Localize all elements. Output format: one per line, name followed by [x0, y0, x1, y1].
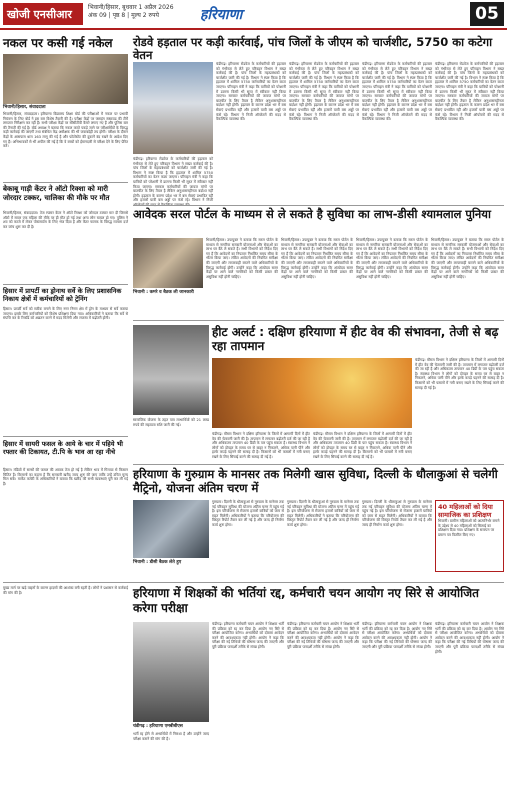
body-s1: भिवानी/हिसार, संवाददाता। हरियाणा विद्यालय शिक्षा बोर्ड की परीक्षाओं में नकल पर प्रभावी नियंत्रण के लिए बोर्ड ने इस बार विशेष तैयारी की है। परीक्षा केंद्रों पर फ्लाइंग स्क्वायड की टीमें लगातार निरीक्षण कर रही हैं। सभी परीक्षा केंद्रों पर सीसीटीवी कैमरे लगाए गए हैं और पुलिस बल की तैनाती की गई है। बोर्ड अध्यक्ष ने बताया कि नकल करते पकड़े जाने पर परीक्षार्थियों के विरुद्ध कड़ी कार्रवाई की जाएगी तथा संबंधित केंद्र अधीक्षक की भी जवाबदेही तय होगी। परीक्षा के दौरान केंद्रों के आसपास धारा 163 लागू की गई है और फोटोस्टेट की दुकानें बंद रखने के आदेश दिए गए हैं। अभिभावकों से भी अपील की गई है कि वे बच्चों को ईमानदारी से परीक्षा देने के लिए प्रेरित करें। [3, 112, 128, 149]
caption-c3: भिवानी : डीसी बैठक लेते हुए [133, 560, 182, 565]
headline-s5: हिसार में प्रापर्टी का ड्रोनाथ सर्वे के लिए प्रशासनिक निकाय क्षेत्रों में कर्मचारियों को ट्रेनिंग [3, 287, 122, 303]
page-number: 05 [470, 2, 504, 26]
photo-metro [133, 500, 209, 558]
photo-portrait [133, 622, 209, 722]
caption-c2: भिवानी : कमरे व बैठक ली जानकारी [133, 290, 194, 295]
body-s15: सामाजिक योजना के तहत पात्र लाभार्थियों को 21 लाख रुपये की सहायता राशि जारी की गई। [133, 418, 209, 427]
body-s2-col1: चंडीगढ़। हरियाणा रोडवेज के कर्मचारियों की हड़ताल को गंभीरता से लेते हुए परिवहन विभाग ने सख्त कार्रवाई की है। पांच जिलों के महाप्रबंधकों को चार्जशीट जारी की गई है। विभाग ने स्पष्ट किया है कि हड़ताल में शामिल 5750 कर्मचारियों का वेतन काटा जाएगा। परिवहन मंत्री ने कहा कि यात्रियों को परेशानी में डालना किसी भी सूरत में स्वीकार नहीं किया जाएगा। सरकार कर्मचारियों की जायज मांगों पर बातचीत के लिए तैयार है लेकिन अनुशासनहीनता बर्दाश्त नहीं होगी। हड़ताल के कारण प्रदेश भर में बस सेवाएं प्रभावित रहीं और हजारों यात्री बस अड्डों पर फंसे रहे। विभाग ने निजी ऑपरेटरों की मदद से वैकल्पिक व्यवस्था की। [216, 62, 286, 122]
divider [133, 464, 504, 465]
body-s5: हिसार। प्रापर्टी सर्वे को सटीक बनाने के लिए नगर निगम क्षेत्र में ड्रोन के माध्यम से सर्वे कराया जाएगा। इसके लिए कर्मचारियों को विशेष प्रशिक्षण दिया गया। अधिकारियों ने बताया कि सर्वे से संपत्ति कर के रिकॉर्ड को अद्यतन करने में मदद मिलेगी और राजस्व में बढ़ोतरी होगी। [3, 307, 128, 321]
body-s9-col1: चंडीगढ़। हरियाणा कर्मचारी चयन आयोग ने शिक्षक भर्ती की प्रक्रिया को रद्द कर दिया है। आयोग नए सिरे से परीक्षा आयोजित करेगा। अभ्यर्थियों को दोबारा आवेदन करने की आवश्यकता नहीं होगी। आयोग ने कहा कि परीक्षा की नई तिथियों की घोषणा जल्द की जाएगी और पूरी प्रक्रिया पारदर्शी तरीके से संपन्न होगी। [212, 622, 284, 649]
headline-s2: रोडवे हड़ताल पर कड़ी कार्रवाई, पांच जिलों के जीएम को चार्जशीट, 5750 का कटेगा वेतन [133, 35, 493, 62]
headline-s7: हीट अलर्ट : दक्षिण हरियाणा में हीट वेव की संभावना, तेजी से बढ़ रहा तापमान [212, 325, 499, 353]
divider [3, 436, 128, 437]
body-s7-col2: चंडीगढ़। मौसम विभाग ने दक्षिण हरियाणा के जिलों में आगामी दिनों में हीट वेव की चेतावनी जारी की है। तापमान में लगातार बढ़ोतरी दर्ज की जा रही है और अधिकतम तापमान 40 डिग्री के पार पहुंच सकता है। स्वास्थ्य विभाग ने लोगों को दोपहर के समय घर से बाहर न निकलने, अधिक पानी पीने और हल्के कपड़े पहनने की सलाह दी है। किसानों को भी फसलों में नमी बनाए रखने के लिए सिंचाई करने की सलाह दी गई है। [313, 432, 412, 459]
body-s8-col1: गुरुग्राम। दिल्ली के धौलाकुआं से गुरुग्राम के मानेसर तक नई परिवहन सुविधा की योजना अंतिम चरण में पहुंच गई है। इस परियोजना से रोजाना हजारों यात्रियों को जाम से राहत मिलेगी। अधिकारियों ने बताया कि परियोजना की विस्तृत रिपोर्ट तैयार कर ली गई है और जल्द ही निर्माण कार्य शुरू होगा। [212, 500, 284, 527]
body-s2-col3: चंडीगढ़। हरियाणा रोडवेज के कर्मचारियों की हड़ताल को गंभीरता से लेते हुए परिवहन विभाग ने सख्त कार्रवाई की है। पांच जिलों के महाप्रबंधकों को चार्जशीट जारी की गई है। विभाग ने स्पष्ट किया है कि हड़ताल में शामिल 5750 कर्मचारियों का वेतन काटा जाएगा। परिवहन मंत्री ने कहा कि यात्रियों को परेशानी में डालना किसी भी सूरत में स्वीकार नहीं किया जाएगा। सरकार कर्मचारियों की जायज मांगों पर बातचीत के लिए तैयार है लेकिन अनुशासनहीनता बर्दाश्त नहीं होगी। हड़ताल के कारण प्रदेश भर में बस सेवाएं प्रभावित रहीं और हजारों यात्री बस अड्डों पर फंसे रहे। विभाग ने निजी ऑपरेटरों की मदद से वैकल्पिक व्यवस्था की। [362, 62, 432, 122]
headline-s9: हरियाणा में शिक्षकों की भर्तियां रद्द, कर्मचारी चयन आयोग नए सिरे से आयोजित करेगा परीक्षा [133, 586, 479, 615]
headline-s1: नकल पर कसी गई नकेल [3, 36, 113, 50]
body-s6: हिसार। मंडियों में सरसों की फसल की आवक तेज हो गई है लेकिन भाव में गिरावट से किसान चिंतित हैं। किसानों का कहना है कि सरकारी खरीद जल्द शुरू की जाए ताकि उन्हें उचित मूल्य मिल सके। मार्केट कमेटी के अधिकारियों ने बताया कि खरीद की सभी व्यवस्थाएं पूरी कर ली गई हैं। [3, 468, 128, 486]
headline-s4: आवेदक सरल पोर्टल के माध्यम से ले सकते है सुविधा का लाभ-डीसी श्यामलाल पुनिया [133, 207, 491, 221]
date-line-2: अंक 09 | पृष्ठ 8 | मूल्य 2 रुपये [88, 12, 159, 19]
photo-bus [133, 62, 213, 154]
body-s4-col2: भिवानी/हिसार। उपायुक्त ने बताया कि सरल पोर्टल के माध्यम से नागरिक सरकारी योजनाओं और सेवाओं का लाभ घर बैठे ले सकते हैं। सभी विभागों को निर्देश दिए गए हैं कि आवेदनों का निपटारा निर्धारित समय सीमा के भीतर किया जाए। लंबित आवेदनों की नियमित समीक्षा की जाएगी और लापरवाही बरतने वाले अधिकारियों के विरुद्ध कार्रवाई होगी। उन्होंने कहा कि अंत्योदय सरल केंद्रों पर आने वाले नागरिकों को किसी प्रकार की असुविधा नहीं होनी चाहिए। [281, 238, 353, 279]
caption-c4: चंडीगढ़ : हरियाणा एमबीबीएस [133, 724, 183, 729]
body-s10: भिवानी। ग्रामीण महिलाओं को आत्मनिर्भर बनाने के उद्देश्य से 40 महिलाओं को सिलाई का प्रशिक्षण दिया गया। प्रशिक्षण के समापन पर प्रमाण पत्र वितरित किए गए। [438, 519, 500, 537]
photo-sun [212, 358, 412, 428]
body-s4-col1: भिवानी/हिसार। उपायुक्त ने बताया कि सरल पोर्टल के माध्यम से नागरिक सरकारी योजनाओं और सेवाओं का लाभ घर बैठे ले सकते हैं। सभी विभागों को निर्देश दिए गए हैं कि आवेदनों का निपटारा निर्धारित समय सीमा के भीतर किया जाए। लंबित आवेदनों की नियमित समीक्षा की जाएगी और लापरवाही बरतने वाले अधिकारियों के विरुद्ध कार्रवाई होगी। उन्होंने कहा कि अंत्योदय सरल केंद्रों पर आने वाले नागरिकों को किसी प्रकार की असुविधा नहीं होनी चाहिए। [206, 238, 278, 279]
body-s2-col4: चंडीगढ़। हरियाणा रोडवेज के कर्मचारियों की हड़ताल को गंभीरता से लेते हुए परिवहन विभाग ने सख्त कार्रवाई की है। पांच जिलों के महाप्रबंधकों को चार्जशीट जारी की गई है। विभाग ने स्पष्ट किया है कि हड़ताल में शामिल 5750 कर्मचारियों का वेतन काटा जाएगा। परिवहन मंत्री ने कहा कि यात्रियों को परेशानी में डालना किसी भी सूरत में स्वीकार नहीं किया जाएगा। सरकार कर्मचारियों की जायज मांगों पर बातचीत के लिए तैयार है लेकिन अनुशासनहीनता बर्दाश्त नहीं होगी। हड़ताल के कारण प्रदेश भर में बस सेवाएं प्रभावित रहीं और हजारों यात्री बस अड्डों पर फंसे रहे। विभाग ने निजी ऑपरेटरों की मदद से वैकल्पिक व्यवस्था की। [435, 62, 504, 122]
body-s6-cont: मुख्य मार्ग पर खड़े वाहनों के कारण हादसों की आशंका बनी रहती है। लोगों ने प्रशासन से कार्रवाई की मांग की है। [3, 586, 128, 595]
photo-exam [3, 54, 128, 104]
date-line-1: भिवानी/हिसार, बुधवार 1 अप्रैल 2026 [88, 4, 174, 11]
headline-s8: हरियाणा के गुरुग्राम के मानसर तक मिलेगी खास सुविधा, दिल्ली के धौलाकुआं से चलेगी मैट्रिनो, योजना अंतिम चरण में [133, 467, 498, 495]
date-line [88, 4, 208, 20]
photo-person [133, 325, 209, 415]
headline-s6: हिसार में सायरी फसल के आये के चार में पहिये भी रफ्तार की टिकायत, टी.पि के भाव आ रहा नीचे [3, 440, 123, 456]
section-title: हरियाणा [200, 7, 243, 23]
headline-s10: 40 महिलाओं को दिया सामाजिक का प्रशिक्षण [438, 503, 493, 519]
body-s2-col2: चंडीगढ़। हरियाणा रोडवेज के कर्मचारियों की हड़ताल को गंभीरता से लेते हुए परिवहन विभाग ने सख्त कार्रवाई की है। पांच जिलों के महाप्रबंधकों को चार्जशीट जारी की गई है। विभाग ने स्पष्ट किया है कि हड़ताल में शामिल 5750 कर्मचारियों का वेतन काटा जाएगा। परिवहन मंत्री ने कहा कि यात्रियों को परेशानी में डालना किसी भी सूरत में स्वीकार नहीं किया जाएगा। सरकार कर्मचारियों की जायज मांगों पर बातचीत के लिए तैयार है लेकिन अनुशासनहीनता बर्दाश्त नहीं होगी। हड़ताल के कारण प्रदेश भर में बस सेवाएं प्रभावित रहीं और हजारों यात्री बस अड्डों पर फंसे रहे। विभाग ने निजी ऑपरेटरों की मदद से वैकल्पिक व्यवस्था की। [289, 62, 359, 122]
body-s9-col3: चंडीगढ़। हरियाणा कर्मचारी चयन आयोग ने शिक्षक भर्ती की प्रक्रिया को रद्द कर दिया है। आयोग नए सिरे से परीक्षा आयोजित करेगा। अभ्यर्थियों को दोबारा आवेदन करने की आवश्यकता नहीं होगी। आयोग ने कहा कि परीक्षा की नई तिथियों की घोषणा जल्द की जाएगी और पूरी प्रक्रिया पारदर्शी तरीके से संपन्न होगी। [362, 622, 432, 649]
body-s7-col3: चंडीगढ़। मौसम विभाग ने दक्षिण हरियाणा के जिलों में आगामी दिनों में हीट वेव की चेतावनी जारी की है। तापमान में लगातार बढ़ोतरी दर्ज की जा रही है और अधिकतम तापमान 40 डिग्री के पार पहुंच सकता है। स्वास्थ्य विभाग ने लोगों को दोपहर के समय घर से बाहर न निकलने, अधिक पानी पीने और हल्के कपड़े पहनने की सलाह दी है। किसानों को भी फसलों में नमी बनाए रखने के लिए सिंचाई करने की सलाह दी गई है। [415, 358, 504, 390]
body-s4-col3: भिवानी/हिसार। उपायुक्त ने बताया कि सरल पोर्टल के माध्यम से नागरिक सरकारी योजनाओं और सेवाओं का लाभ घर बैठे ले सकते हैं। सभी विभागों को निर्देश दिए गए हैं कि आवेदनों का निपटारा निर्धारित समय सीमा के भीतर किया जाए। लंबित आवेदनों की नियमित समीक्षा की जाएगी और लापरवाही बरतने वाले अधिकारियों के विरुद्ध कार्रवाई होगी। उन्होंने कहा कि अंत्योदय सरल केंद्रों पर आने वाले नागरिकों को किसी प्रकार की असुविधा नहीं होनी चाहिए। [356, 238, 428, 279]
divider [3, 582, 504, 583]
divider [3, 284, 128, 285]
body-s8-col2: गुरुग्राम। दिल्ली के धौलाकुआं से गुरुग्राम के मानेसर तक नई परिवहन सुविधा की योजना अंतिम चरण में पहुंच गई है। इस परियोजना से रोजाना हजारों यात्रियों को जाम से राहत मिलेगी। अधिकारियों ने बताया कि परियोजना की विस्तृत रिपोर्ट तैयार कर ली गई है और जल्द ही निर्माण कार्य शुरू होगा। [287, 500, 359, 527]
body-s3: भिवानी/हिसार, संवाददाता। तेज रफ्तार केंटर ने ऑटो रिक्शा को जोरदार टक्कर मार दी जिससे ऑटो में सवार एक महिला की मौके पर ही मौत हो गई तथा अन्य लोग घायल हो गए। पुलिस ने शव को कब्जे में लेकर पोस्टमार्टम के लिए भेज दिया है और केंटर चालक के विरुद्ध मामला दर्ज कर जांच शुरू कर दी है। [3, 211, 128, 229]
body-s8-col3: गुरुग्राम। दिल्ली के धौलाकुआं से गुरुग्राम के मानेसर तक नई परिवहन सुविधा की योजना अंतिम चरण में पहुंच गई है। इस परियोजना से रोजाना हजारों यात्रियों को जाम से राहत मिलेगी। अधिकारियों ने बताया कि परियोजना की विस्तृत रिपोर्ट तैयार कर ली गई है और जल्द ही निर्माण कार्य शुरू होगा। [362, 500, 432, 527]
box-s10 [435, 500, 504, 572]
body-s18: भर्ती रद्द होने से अभ्यर्थियों में निराशा है और उन्होंने जल्द परीक्षा कराने की मांग की है। [133, 732, 209, 741]
masthead [0, 0, 507, 30]
body-s2-col0: चंडीगढ़। हरियाणा रोडवेज के कर्मचारियों की हड़ताल को गंभीरता से लेते हुए परिवहन विभाग ने सख्त कार्रवाई की है। पांच जिलों के महाप्रबंधकों को चार्जशीट जारी की गई है। विभाग ने स्पष्ट किया है कि हड़ताल में शामिल 5750 कर्मचारियों का वेतन काटा जाएगा। परिवहन मंत्री ने कहा कि यात्रियों को परेशानी में डालना किसी भी सूरत में स्वीकार नहीं किया जाएगा। सरकार कर्मचारियों की जायज मांगों पर बातचीत के लिए तैयार है लेकिन अनुशासनहीनता बर्दाश्त नहीं होगी। हड़ताल के कारण प्रदेश भर में बस सेवाएं प्रभावित रहीं और हजारों यात्री बस अड्डों पर फंसे रहे। विभाग ने निजी [133, 157, 213, 203]
caption-c1: भिवानी/हिसार, संवाददाता [3, 105, 46, 110]
body-s4-col4: भिवानी/हिसार। उपायुक्त ने बताया कि सरल पोर्टल के माध्यम से नागरिक सरकारी योजनाओं और सेवाओं का लाभ घर बैठे ले सकते हैं। सभी विभागों को निर्देश दिए गए हैं कि आवेदनों का निपटारा निर्धारित समय सीमा के भीतर किया जाए। लंबित आवेदनों की नियमित समीक्षा की जाएगी और लापरवाही बरतने वाले अधिकारियों के विरुद्ध कार्रवाई होगी। उन्होंने कहा कि अंत्योदय सरल केंद्रों पर आने वाले नागरिकों को किसी प्रकार की असुविधा नहीं होनी चाहिए। [431, 238, 504, 279]
body-s9-col2: चंडीगढ़। हरियाणा कर्मचारी चयन आयोग ने शिक्षक भर्ती की प्रक्रिया को रद्द कर दिया है। आयोग नए सिरे से परीक्षा आयोजित करेगा। अभ्यर्थियों को दोबारा आवेदन करने की आवश्यकता नहीं होगी। आयोग ने कहा कि परीक्षा की नई तिथियों की घोषणा जल्द की जाएगी और पूरी प्रक्रिया पारदर्शी तरीके से संपन्न होगी। [287, 622, 359, 649]
photo-meeting [133, 238, 203, 288]
body-s7-col1: चंडीगढ़। मौसम विभाग ने दक्षिण हरियाणा के जिलों में आगामी दिनों में हीट वेव की चेतावनी जारी की है। तापमान में लगातार बढ़ोतरी दर्ज की जा रही है और अधिकतम तापमान 40 डिग्री के पार पहुंच सकता है। स्वास्थ्य विभाग ने लोगों को दोपहर के समय घर से बाहर न निकलने, अधिक पानी पीने और हल्के कपड़े पहनने की सलाह दी है। किसानों को भी फसलों में नमी बनाए रखने के लिए सिंचाई करने की सलाह दी गई है। [212, 432, 310, 459]
divider [133, 320, 504, 321]
divider [3, 182, 128, 183]
body-s9-col4: चंडीगढ़। हरियाणा कर्मचारी चयन आयोग ने शिक्षक भर्ती की प्रक्रिया को रद्द कर दिया है। आयोग नए सिरे से परीक्षा आयोजित करेगा। अभ्यर्थियों को दोबारा आवेदन करने की आवश्यकता नहीं होगी। आयोग ने कहा कि परीक्षा की नई तिथियों की घोषणा जल्द की जाएगी और पूरी प्रक्रिया पारदर्शी तरीके से संपन्न होगी। [435, 622, 504, 654]
brand-logo: खोजी एनसीआर [3, 3, 83, 25]
headline-s3: बेकाबू गाड़ी केंटर ने ऑटो रिक्शा को मारी जोरदार टक्कर, चालिका की मौके पर मौत [3, 185, 110, 202]
divider [133, 205, 504, 206]
